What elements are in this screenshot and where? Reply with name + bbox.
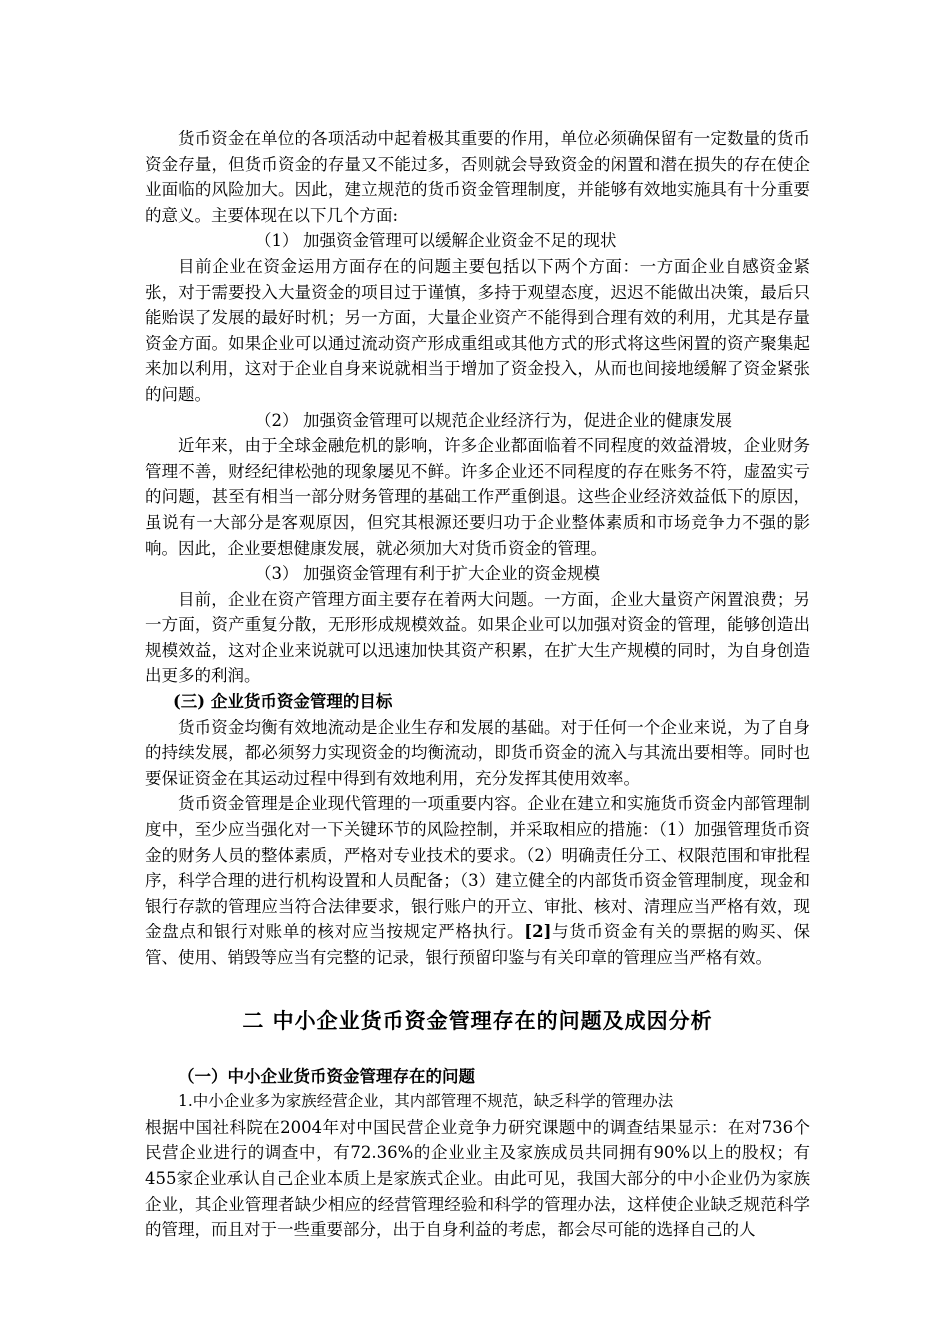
point-2-heading xyxy=(145,408,810,434)
goal-heading: (三) 企业货币资金管理的目标 xyxy=(173,692,393,712)
point-3-title: 加强资金管理有利于扩大企业的资金规模 xyxy=(303,564,600,584)
point-3-body: 目前，企业在资产管理方面主要存在着两大问题。一方面，企业大量资产闲置浪费；另一方面，资产重复分散，无形形成规模效益。如果企业可以加强对资金的管理，能够创造出规模效益，这对企业来说就可以迅速加快其资产积累，在扩大生产规模的同时，为自身创造出更多的利润。 xyxy=(145,589,810,686)
chapter-2-subheading: （一）中小企业货币资金管理存在的问题 xyxy=(178,1066,475,1086)
point-1-body: 目前企业在资金运用方面存在的问题主要包括以下两个方面：一方面企业自感资金紧张，对于需要投入大量资金的项目过于谨慎，多持于观望态度，迟迟不能做出决策，最后只能贻误了发展的最好时机；另一方面，大量企业资产不能得到合理有效的利用，尤其是存量资金方面。如果企业可以通过流动资产形成重组或其他方式的形式将这些闲置的资产聚集起来加以利用，这对于企业自身来说就相当于增加了资金投入，从而也间接地缓解了资金紧张的问题。 xyxy=(145,256,810,404)
document-body xyxy=(145,126,810,1243)
citation-ref: [2] xyxy=(524,922,552,942)
point-1-title: 加强资金管理可以缓解企业资金不足的现状 xyxy=(303,231,617,251)
point-2-number: （2） xyxy=(255,410,299,430)
goal-paragraph-2 xyxy=(145,791,810,970)
point-3-heading xyxy=(145,561,810,587)
intro-paragraph: 货币资金在单位的各项活动中起着极其重要的作用，单位必须确保留有一定数量的货币资金存量，但货币资金的存量又不能过多，否则就会导致资金的闲置和潜在损失的存在使企业面临的风险加大。因此，建立规范的货币资金管理制度，并能够有效地实施具有十分重要的意义。主要体现在以下几个方面: xyxy=(145,129,810,225)
goal-paragraph-1: 货币资金均衡有效地流动是企业生存和发展的基础。对于任何一个企业来说，为了自身的持续发展，都必须努力实现资金的均衡流动，即货币资金的流入与其流出要相等。同时也要保证资金在其运动过程中得到有效地利用，充分发挥其使用效率。 xyxy=(145,717,810,788)
goal-paragraph-2-tail: 与货币资金有关的票据的购买、保管、使用、销毁等应当有完整的记录，银行预留印鉴与有关印章的管理应当严格有效。 xyxy=(145,922,811,967)
goal-paragraph-2-text: 货币资金管理是企业现代管理的一项重要内容。企业在建立和实施货币资金内部管理制度中，至少应当强化对一下关键环节的风险控制，并采取相应的措施：（1）加强管理货币资金的财务人员的整体素质，严格对专业技术的要求。（2）明确责任分工、权限范围和审批程序，科学合理的进行机构设置和人员配备；（3）建立健全的内部货币资金管理制度，现金和银行存款的管理应当符合法律要求，银行账户的开立、审批、核对、清理应当严格有效，现金盘点和银行对账单的核对应当按规定严格执行。 xyxy=(145,794,810,942)
chapter-2-heading: 二 中小企业货币资金管理存在的问题及成因分析 xyxy=(242,1007,713,1033)
item-1-body: 根据中国社科院在2004年对中国民营企业竞争力研究课题中的调查结果显示：在对736个民营企业进行的调查中，有72.36%的企业业主及家族成员共同拥有90%以上的股权；有455家企业承认自己企业本质上是家族式企业。由此可见，我国大部分的中小企业仍为家族企业，其企业管理者缺少相应的经营管理经验和科学的管理办法，这样使企业缺乏规范科学的管理，而且对于一些重要部分，出于自身利益的考虑，都会尽可能的选择自己的人 xyxy=(145,1117,810,1240)
item-1-heading: 1.中小企业多为家族经营企业，其内部管理不规范，缺乏科学的管理办法 xyxy=(178,1092,674,1111)
point-1-heading xyxy=(145,228,810,254)
point-1-number: （1） xyxy=(255,231,299,251)
point-2-body: 近年来，由于全球金融危机的影响，许多企业都面临着不同程度的效益滑坡，企业财务管理不善，财经纪律松弛的现象屡见不鲜。许多企业还不同程度的存在账务不符，虚盈实亏的问题，甚至有相当一部分财务管理的基础工作严重倒退。这些企业经济效益低下的原因，虽说有一大部分是客观原因，但究其根源还要归功于企业整体素质和市场竞争力不强的影响。因此，企业要想健康发展，就必须加大对货币资金的管理。 xyxy=(145,436,810,558)
point-3-number: （3） xyxy=(255,564,299,584)
point-2-title: 加强资金管理可以规范企业经济行为，促进企业的健康发展 xyxy=(303,410,732,430)
